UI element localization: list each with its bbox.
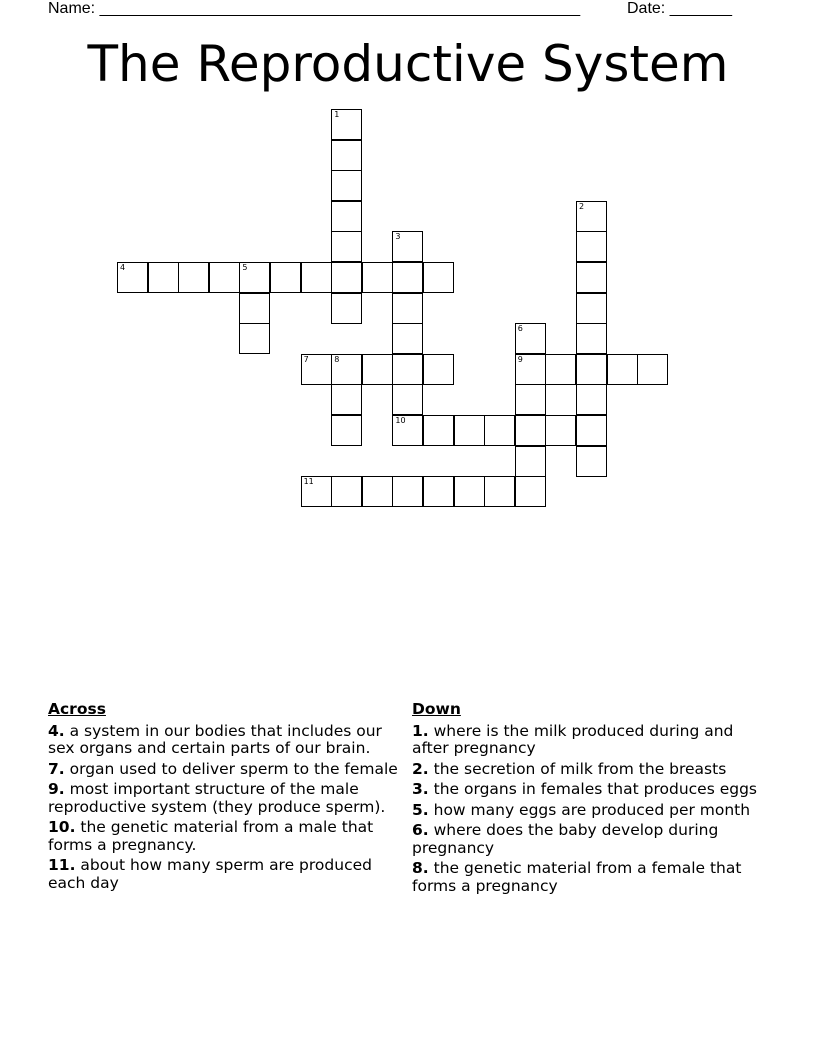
clue-text: where does the baby develop during pregnancy (412, 821, 719, 857)
grid-cell[interactable] (545, 415, 576, 446)
cell-number: 5 (242, 263, 248, 272)
grid-cell[interactable] (515, 384, 546, 415)
clue-text: the organs in females that produces eggs (433, 780, 757, 798)
grid-cell[interactable] (331, 170, 362, 201)
clue-number: 9. (48, 780, 65, 798)
grid-cell[interactable] (331, 415, 362, 446)
grid-cell[interactable] (607, 354, 638, 385)
cell-number: 9 (517, 354, 523, 364)
clue-number: 2. (412, 759, 429, 778)
grid-cell[interactable] (454, 476, 485, 507)
clue-number: 5. (412, 800, 429, 819)
clue-number: 7. (48, 759, 65, 778)
grid-cell[interactable] (362, 354, 393, 385)
grid-cell[interactable] (331, 476, 362, 507)
cell-number: 8 (334, 354, 340, 364)
grid-cell[interactable] (637, 354, 668, 385)
clue-text: the genetic material from a female that forms a pregnancy (412, 859, 742, 895)
grid-cell[interactable] (423, 354, 454, 385)
down-clue (412, 761, 772, 779)
clue-text: most important structure of the male reproductive system (they produce sperm). (48, 780, 386, 816)
grid-cell[interactable] (117, 262, 148, 293)
grid-cell[interactable] (331, 262, 362, 293)
down-clue (412, 781, 772, 799)
clue-number: 4. (48, 721, 65, 740)
cell-number: 10 (395, 416, 406, 425)
grid-cell[interactable] (178, 262, 209, 293)
grid-cell[interactable] (148, 262, 179, 293)
across-heading: Across (48, 700, 106, 718)
clue-number: 3. (412, 780, 429, 798)
grid-cell[interactable] (362, 476, 393, 507)
cell-number: 1 (334, 110, 340, 119)
grid-cell[interactable] (392, 323, 423, 354)
grid-cell[interactable] (331, 384, 362, 415)
grid-cell[interactable] (392, 231, 423, 262)
grid-cell[interactable] (423, 476, 454, 507)
clue-number: 6. (412, 821, 429, 839)
grid-cell[interactable] (484, 476, 515, 507)
grid-cell[interactable] (576, 415, 607, 446)
grid-cell[interactable] (270, 262, 301, 293)
down-clue (412, 822, 772, 857)
across-clues (48, 701, 408, 895)
grid-cell[interactable] (545, 354, 576, 385)
grid-cell[interactable] (484, 415, 515, 446)
grid-cell[interactable] (392, 415, 423, 446)
cell-number: 6 (517, 324, 523, 334)
grid-cell[interactable] (331, 354, 362, 385)
grid-cell[interactable] (362, 262, 393, 293)
grid-cell[interactable] (331, 109, 362, 140)
grid-cell[interactable] (301, 262, 332, 293)
clue-number: 11. (48, 856, 76, 874)
grid-cell[interactable] (392, 354, 423, 385)
grid-cell[interactable] (209, 262, 240, 293)
grid-cell[interactable] (576, 354, 607, 385)
grid-cell[interactable] (392, 293, 423, 324)
across-clue (48, 857, 408, 892)
down-clue (412, 723, 772, 758)
cell-number: 4 (120, 263, 126, 272)
clue-text: the genetic material from a male that forms a pregnancy. (48, 818, 374, 854)
grid-cell[interactable] (239, 262, 270, 293)
grid-cell[interactable] (301, 354, 332, 385)
grid-cell[interactable] (301, 476, 332, 507)
name-field-label[interactable]: Name: ______________________________________________________ (48, 0, 581, 17)
grid-cell[interactable] (331, 140, 362, 171)
clue-text: where is the milk produced during and after pregnancy (412, 721, 734, 757)
down-heading: Down (412, 700, 461, 718)
grid-cell[interactable] (515, 415, 546, 446)
across-clue (48, 781, 408, 816)
clue-number: 10. (48, 818, 76, 836)
clue-text: the secretion of milk from the breasts (433, 759, 727, 778)
grid-cell[interactable] (515, 476, 546, 507)
cell-number: 2 (579, 201, 585, 211)
grid-cell[interactable] (576, 262, 607, 293)
down-clue (412, 802, 772, 820)
across-clue (48, 819, 408, 854)
grid-cell[interactable] (515, 323, 546, 354)
grid-cell[interactable] (239, 323, 270, 354)
grid-cell[interactable] (515, 446, 546, 477)
grid-cell[interactable] (576, 323, 607, 354)
cell-number: 7 (303, 354, 309, 364)
clue-number: 1. (412, 721, 429, 740)
clue-text: how many eggs are produced per month (433, 800, 751, 819)
down-clue (412, 860, 772, 895)
grid-cell[interactable] (392, 384, 423, 415)
page-title: The Reproductive System (87, 35, 729, 93)
grid-cell[interactable] (423, 415, 454, 446)
grid-cell[interactable] (576, 446, 607, 477)
clue-text: organ used to deliver sperm to the female (69, 759, 398, 778)
grid-cell[interactable] (576, 293, 607, 324)
clue-number: 8. (412, 859, 429, 877)
grid-cell[interactable] (331, 293, 362, 324)
grid-cell[interactable] (392, 476, 423, 507)
cell-number: 3 (395, 232, 401, 242)
grid-cell[interactable] (576, 384, 607, 415)
date-field-label[interactable]: Date: _______ (627, 0, 732, 17)
clue-text: a system in our bodies that includes our sex organs and certain parts of our brain. (48, 721, 382, 757)
grid-cell[interactable] (454, 415, 485, 446)
grid-cell[interactable] (515, 354, 546, 385)
clue-text: about how many sperm are produced each day (48, 856, 372, 892)
grid-cell[interactable] (576, 231, 607, 262)
grid-cell[interactable] (331, 201, 362, 232)
header (48, 0, 748, 20)
across-clue (48, 723, 408, 758)
cell-number: 11 (303, 477, 314, 487)
across-clue (48, 761, 408, 779)
grid-cell[interactable] (239, 293, 270, 324)
down-clues (412, 701, 772, 898)
grid-cell[interactable] (392, 262, 423, 293)
grid-cell[interactable] (423, 262, 454, 293)
grid-cell[interactable] (576, 201, 607, 232)
grid-cell[interactable] (331, 231, 362, 262)
